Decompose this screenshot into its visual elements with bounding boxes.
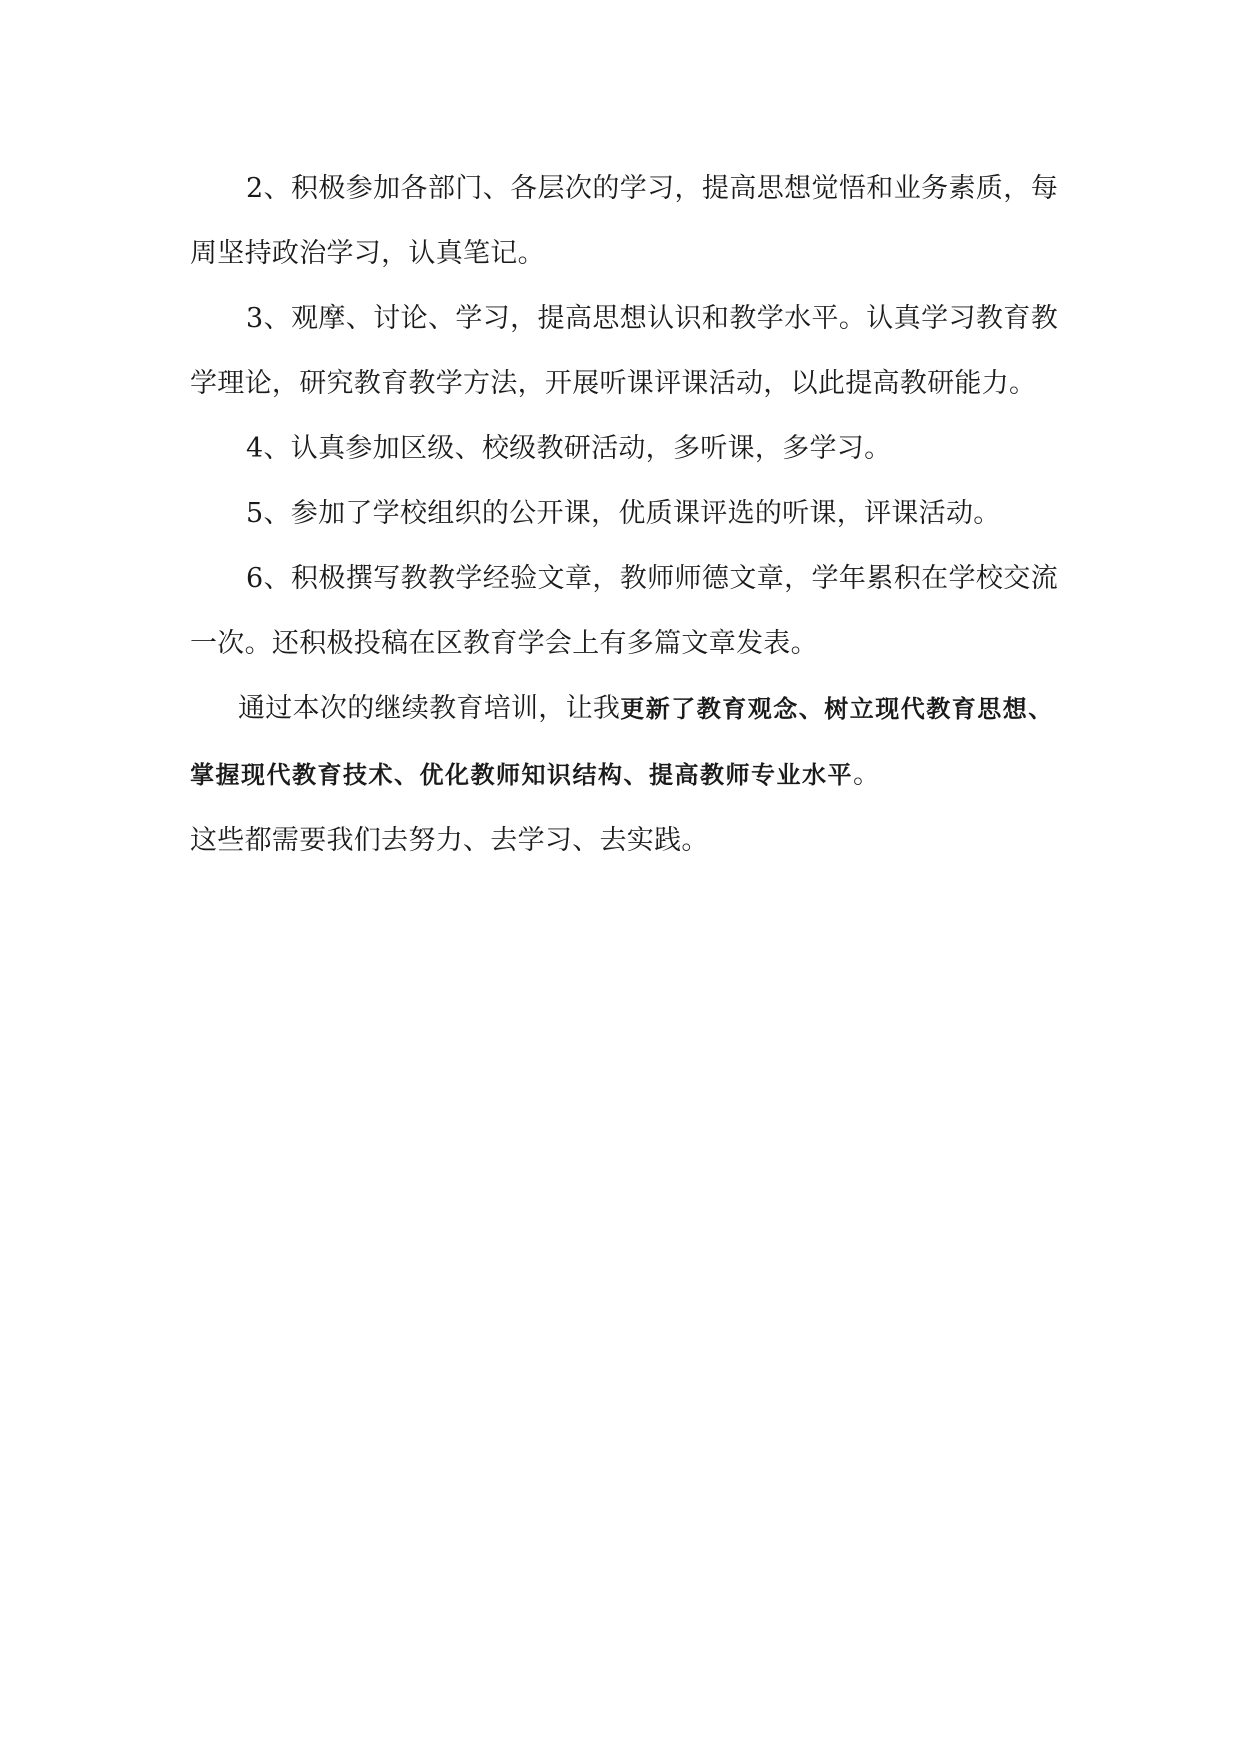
closing-lead: 通过本次的继续教育培训，让我 <box>238 693 621 724</box>
closing-paragraph <box>190 676 1058 874</box>
document-body <box>190 156 1058 874</box>
paragraph-item-6: 6、积极撰写教教学经验文章，教师师德文章，学年累积在学校交流一次。还积极投稿在区教育学会上有多篇文章发表。 <box>190 563 1058 659</box>
paragraph-item-4: 4、认真参加区级、校级教研活动，多听课，多学习。 <box>246 433 892 464</box>
closing-highlight: 更新了教育观念、树立现代教育思想、掌握现代教育技术、优化教师知识结构、提高教师专业水平 <box>190 695 1054 789</box>
closing-tail: 这些都需要我们去努力、去学习、去实践。 <box>190 825 709 856</box>
paragraph-item-3: 3、观摩、讨论、学习，提高思想认识和教学水平。认真学习教育教学理论，研究教育教学方法，开展听课评课活动，以此提高教研能力。 <box>190 303 1058 399</box>
paragraph-item-5: 5、参加了学校组织的公开课，优质课评选的听课，评课活动。 <box>246 498 1001 529</box>
paragraph-item-2: 2、积极参加各部门、各层次的学习，提高思想觉悟和业务素质，每周坚持政治学习，认真笔记。 <box>190 173 1058 269</box>
closing-mark: 。 <box>853 759 881 790</box>
